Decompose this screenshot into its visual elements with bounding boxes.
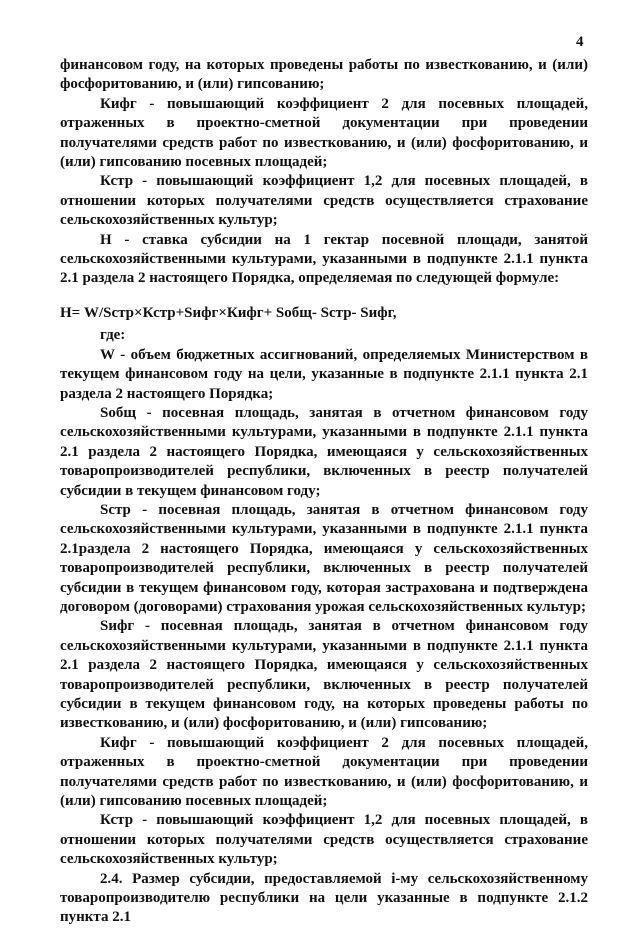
paragraph: Sобщ - посевная площадь, занятая в отчетном финансовом году сельскохозяйственными культурами, указанными в подпункте 2.1.1 пункта 2.1 раздела 2 настоящего Порядка, имеющаяся у сельскохозяйственных товаропроизводителей республики, включенных в реестр получателей субсидии в текущем финансовом году; (60, 404, 588, 499)
paragraph: где: (100, 327, 126, 344)
paragraph: Кстр - повышающий коэффициент 1,2 для посевных площадей, в отношении которых получателями средств осуществляется страхование сельскохозяйственных культур; (60, 812, 588, 868)
paragraph: финансовом году, на которых проведены работы по известкованию, и (или) фосфоритованию, и (или) гипсованию; (60, 57, 588, 93)
paragraph: Кифг - повышающий коэффициент 2 для посевных площадей, отраженных в проектно-сметной документации при проведении получателями средств работ по известкованию, и (или) фосфоритованию, и (или) гипсованию посевных площадей; (60, 734, 588, 810)
paragraph: W - объем бюджетных ассигнований, определяемых Министерством в текущем финансовом году на цели, указанные в подпункте 2.1.1 пункта 2.1 раздела 2 настоящего Порядка; (60, 346, 588, 402)
document-body (60, 56, 588, 928)
paragraph: Кстр - повышающий коэффициент 1,2 для посевных площадей, в отношении которых получателями средств осуществляется страхование сельскохозяйственных культур; (60, 173, 588, 229)
page-number: 4 (576, 34, 584, 50)
paragraph: 2.4. Размер субсидии, предоставляемой i-му сельскохозяйственному товаропроизводителю республики на цели указанные в подпункте 2.1.2 пункта 2.1 (60, 870, 588, 926)
formula: Н= W/Sстр×Кстр+Sифг×Кифг+ Sобщ- Sстр- Sифг, (60, 304, 397, 321)
paragraph: Sифг - посевная площадь, занятая в отчетном финансовом году сельскохозяйственными культурами, указанными в подпункте 2.1.1 пункта 2.1 раздела 2 настоящего Порядка, имеющаяся у сельскохозяйственных товаропроизводителей республики, включенных в реестр получателей субсидии в текущем финансовом году, на которых проведены работы по известкованию, и (или) фосфоритованию, и (или) гипсованию; (60, 618, 588, 732)
paragraph: Кифг - повышающий коэффициент 2 для посевных площадей, отраженных в проектно-сметной документации при проведении получателями средств работ по известкованию, и (или) фосфоритованию, и (или) гипсованию посевных площадей; (60, 95, 588, 171)
paragraph: Н - ставка субсидии на 1 гектар посевной площади, занятой сельскохозяйственными культурами, указанными в подпункте 2.1.1 пункта 2.1 раздела 2 настоящего Порядка, определяемая по следующей формуле: (60, 231, 588, 287)
paragraph: Sстр - посевная площадь, занятая в отчетном финансовом году сельскохозяйственными культурами, указанными в подпункте 2.1.1 пункта 2.1раздела 2 настоящего Порядка, имеющаяся у сельскохозяйственных товаропроизводителей республики, включенных в реестр получателей субсидии в текущем финансовом году, которая застрахована и подтверждена договором (договорами) страхования урожая сельскохозяйственных культур; (60, 501, 588, 615)
